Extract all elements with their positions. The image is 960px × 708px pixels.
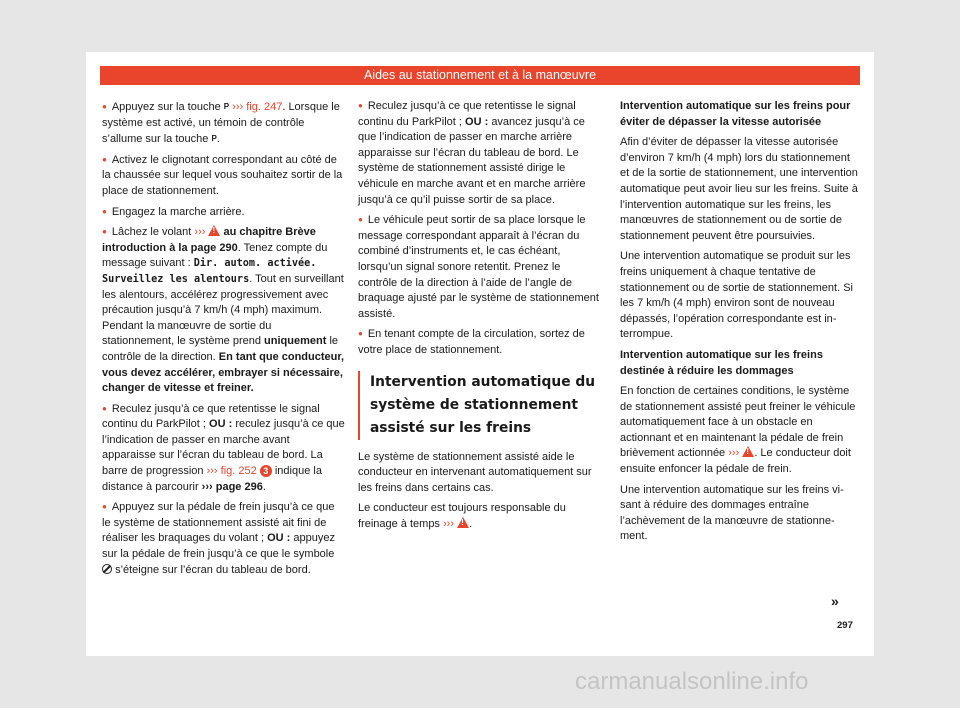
step-9: ● En tenant compte de la circulation, sortez de votre place de stationnement. [358,327,602,358]
paragraph: En fonction de certaines conditions, le système de stationnement assisté peut freiner le véhicule automatiquement face à un obstacle en actionnant et en maintenant la pédale de frein brièvement actionnée ››› ! . Le conducteur doit ensuite enfoncer la pédale de frein. [620,384,858,478]
subheading: Intervention automatique sur les freins pour éviter de dépasser la vitesse autorisée [620,100,851,128]
paragraph: Une intervention automatique sur les freins visant à réduire des dommages entraîne l’achèvement de la manœuvre de stationnement. [620,483,844,543]
continue-marker: » [831,593,839,609]
paragraph: Le système de stationnement assisté aide le conducteur en intervenant automatiquement sur les freins dans certains cas. [358,450,592,494]
fig-link[interactable]: fig. 247 [246,101,283,113]
chapter-link[interactable]: au chapitre Brève introduction à la page 290 [102,226,316,254]
step-2: ● Activez le clignotant correspondant au côté de la chaussée sur lequel vous souhaitez sortir de la place de stationnement. [102,153,346,200]
paragraph: Afin d’éviter de dépasser la vitesse autorisée d’environ 7 km/h (4 mph) lors du stationnement et de la sortie de stationnement, une intervention automatique peut avoir lieu sur les freins. Suite à l’intervention automatique sur les freins, les manœuvres de stationnement ou de sortie de stationnement peuvent être poursuivies. [620,136,858,242]
page-number: 297 [837,620,853,631]
column-2 [358,99,602,537]
warning-triangle-icon [742,446,754,457]
park-button-icon: P [211,134,217,144]
park-button-icon: P [223,102,230,111]
page-link[interactable]: page 296 [215,480,263,493]
column-3 [620,99,858,550]
step-8: ● Le véhicule peut sortir de sa place lorsque le message correspondant apparaît à l’écran du combiné d’instruments et, le cas échéant, lorsqu’un signal sonore retentit. Prenez le contrôle de la direction à l’aide de l’angle de braquage ajusté par le système de stationnement assisté. [358,213,602,322]
column-1 [102,99,346,583]
step-7: ● Reculez jusqu’à ce que retentisse le signal continu du ParkPilot ; OU : avancez jusqu’à ce que l’indication de passer en marche arrière apparaisse sur l’écran du tableau de bord. Le système de stationnement assisté dirige le véhicule en marche avant et en marche arrière jusqu’à ce qu’il puisse sortir de sa place. [358,99,602,208]
paragraph: Le conducteur est toujours responsable du freinage à temps ››› ! . [358,501,602,532]
warning-triangle-icon [208,225,220,236]
page-header: Aides au stationnement et à la manœuvre [100,66,860,85]
watermark: carmanualsonline.info [575,668,809,695]
warning-triangle-icon [457,517,469,528]
step-5: ● Reculez jusqu’à ce que retentisse le signal continu du ParkPilot ; OU : reculez jusqu’à ce que l’indication de passer en marche avant apparaisse sur l’écran du tableau de bord. La barre de progression ››› fig. 252 3 indique la distance à parcourir ››› page 296. [102,402,346,496]
section-title: Intervention automatique du système de stationnement assisté sur les freins [358,371,602,440]
no-steering-icon [102,564,112,574]
paragraph: Une intervention automatique se produit sur les freins uniquement à chaque tentative de stationnement ou de sortie de stationnement. Si les 7 km/h (4 mph) environ sont de nouveau dépassés, l’opération correspondante est interrompue. [620,250,853,341]
fig-link[interactable]: fig. 252 [220,465,257,478]
step-1: ● Appuyez sur la touche P ››› fig. 247. Lorsque le système est activé, un témoin de contrôle s’allume sur la touche P. [102,99,346,148]
callout-number: 3 [260,465,272,477]
step-4: ● Lâchez le volant ››› ! au chapitre Brève introduction à la page 290. Tenez compte du message suivant : Dir. autom. activée. Surveillez les alentours. Tout en surveillant les alentours, accélérez progressivement avec précaution jusqu’à 7 km/h (4 mph) maximum. Pendant la manœuvre de sortie du stationnement, le système prend uniquement le contrôle de la direction. En tant que conducteur, vous devez accélérer, embrayer si nécessaire, changer de vitesse et freiner. [102,225,346,397]
subheading: Intervention automatique sur les freins destinée à réduire les dommages [620,348,823,377]
step-3: ● Engagez la marche arrière. [102,205,346,221]
display-message: Dir. autom. activée. Surveillez les alentours [102,258,317,285]
step-6: ● Appuyez sur la pédale de frein jusqu’à ce que le système de stationnement assisté ait fini de réaliser les braquages du volant ; OU : appuyez sur la pédale de frein jusqu’à ce que le symbole s’éteigne sur l’écran du tableau de bord. [102,500,346,578]
